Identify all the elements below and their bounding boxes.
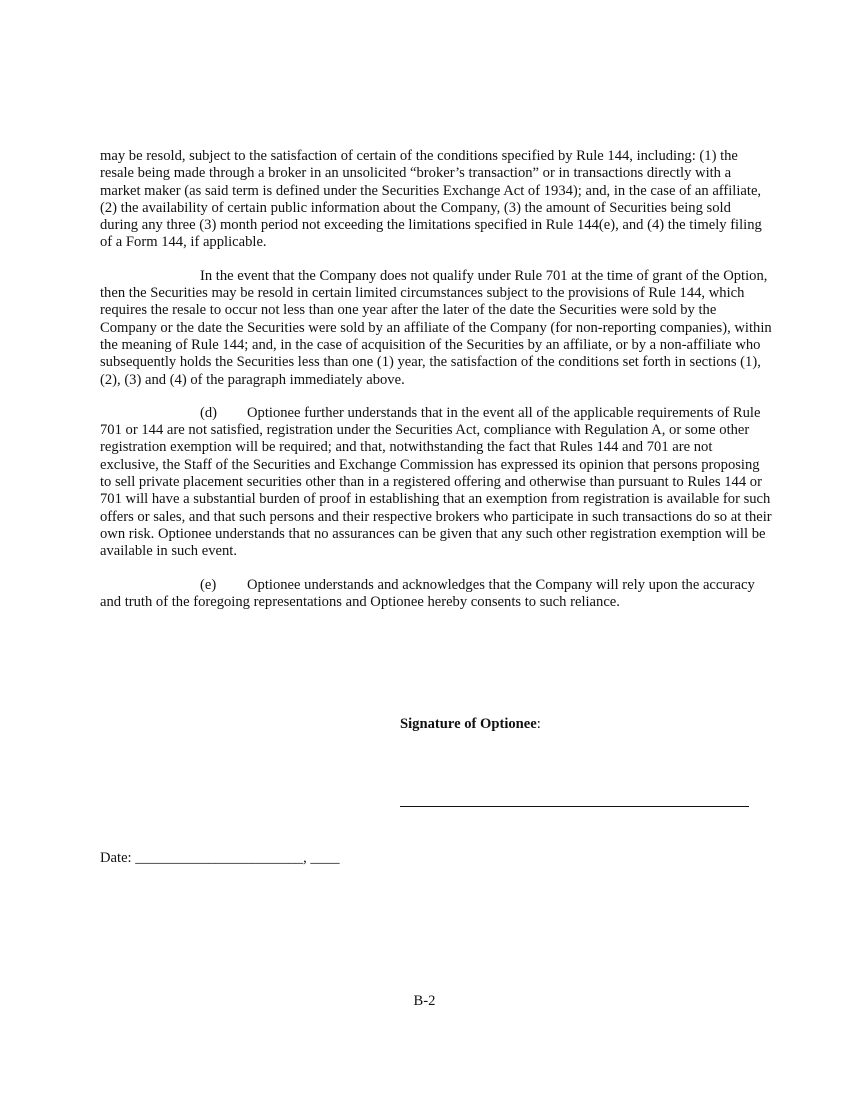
signature-heading-colon: : — [536, 716, 541, 732]
clause-d-text: Optionee further understands that in the event all of the applicable requirements of Rule 701 or 144 are not satisfied, registration under the Securities Act, compliance with Regulation A, or some other registration exemption will be required; and that, notwithstanding the fact that Rules 144 and 701 are not exclusive, the Staff of the Securities and Exchange Commission has expressed its opinion that persons proposing to sell private placement securities other than in a registered offering and otherwise than pursuant to Rules 144 or 701 will have a substantial burden of proof in establishing that an exemption from registration is available for such offers or sales, and that such persons and their respective brokers who participate in such transactions do so at their own risk. Optionee understands that no assurances can be given that any such other registration exemption will be available in such event. — [100, 404, 772, 560]
signature-heading — [400, 716, 541, 733]
document-body — [100, 148, 772, 627]
clause-e — [100, 577, 772, 612]
date-blank-field[interactable]: _______________________, ____ — [135, 850, 340, 866]
paragraph-rule-701-exception: In the event that the Company does not qualify under Rule 701 at the time of grant of the Option, then the Securities may be resold in certain limited circumstances subject to the provisions of Rule 144, which requires the resale to occur not less than one year after the later of the date the Securities were sold by the Company or the date the Securities were sold by an affiliate of the Company (for non-reporting companies), within the meaning of Rule 144; and, in the case of acquisition of the Securities by an affiliate, or by a non-affiliate who subsequently holds the Securities less than one (1) year, the satisfaction of the conditions set forth in sections (1), (2), (3) and (4) of the paragraph immediately above. — [100, 267, 772, 388]
page-number: B-2 — [413, 993, 436, 1009]
paragraph-rule-144-conditions: may be resold, subject to the satisfaction of certain of the conditions specified by Rule 144, including: (1) the resale being made through a broker in an unsolicited “broker’s transaction” or in transactions directly with a market maker (as said term is defined under the Securities Exchange Act of 1934); and, in the case of an affiliate, (2) the availability of certain public information about the Company, (3) the amount of Securities being sold during any three (3) month period not exceeding the limitations specified in Rule 144(e), and (4) the timely filing of a Form 144, if applicable. — [100, 148, 762, 251]
clause-e-text: Optionee understands and acknowledges that the Company will rely upon the accuracy and truth of the foregoing representations and Optionee hereby consents to such reliance. — [100, 576, 755, 610]
clause-d — [100, 405, 772, 561]
clause-d-label: (d) — [200, 404, 218, 421]
signature-heading-label: Signature of Optionee — [400, 716, 537, 732]
date-label: Date: — [100, 850, 132, 866]
clause-e-label: (e) — [200, 576, 217, 593]
date-row — [100, 850, 340, 867]
signature-line[interactable] — [400, 806, 749, 807]
